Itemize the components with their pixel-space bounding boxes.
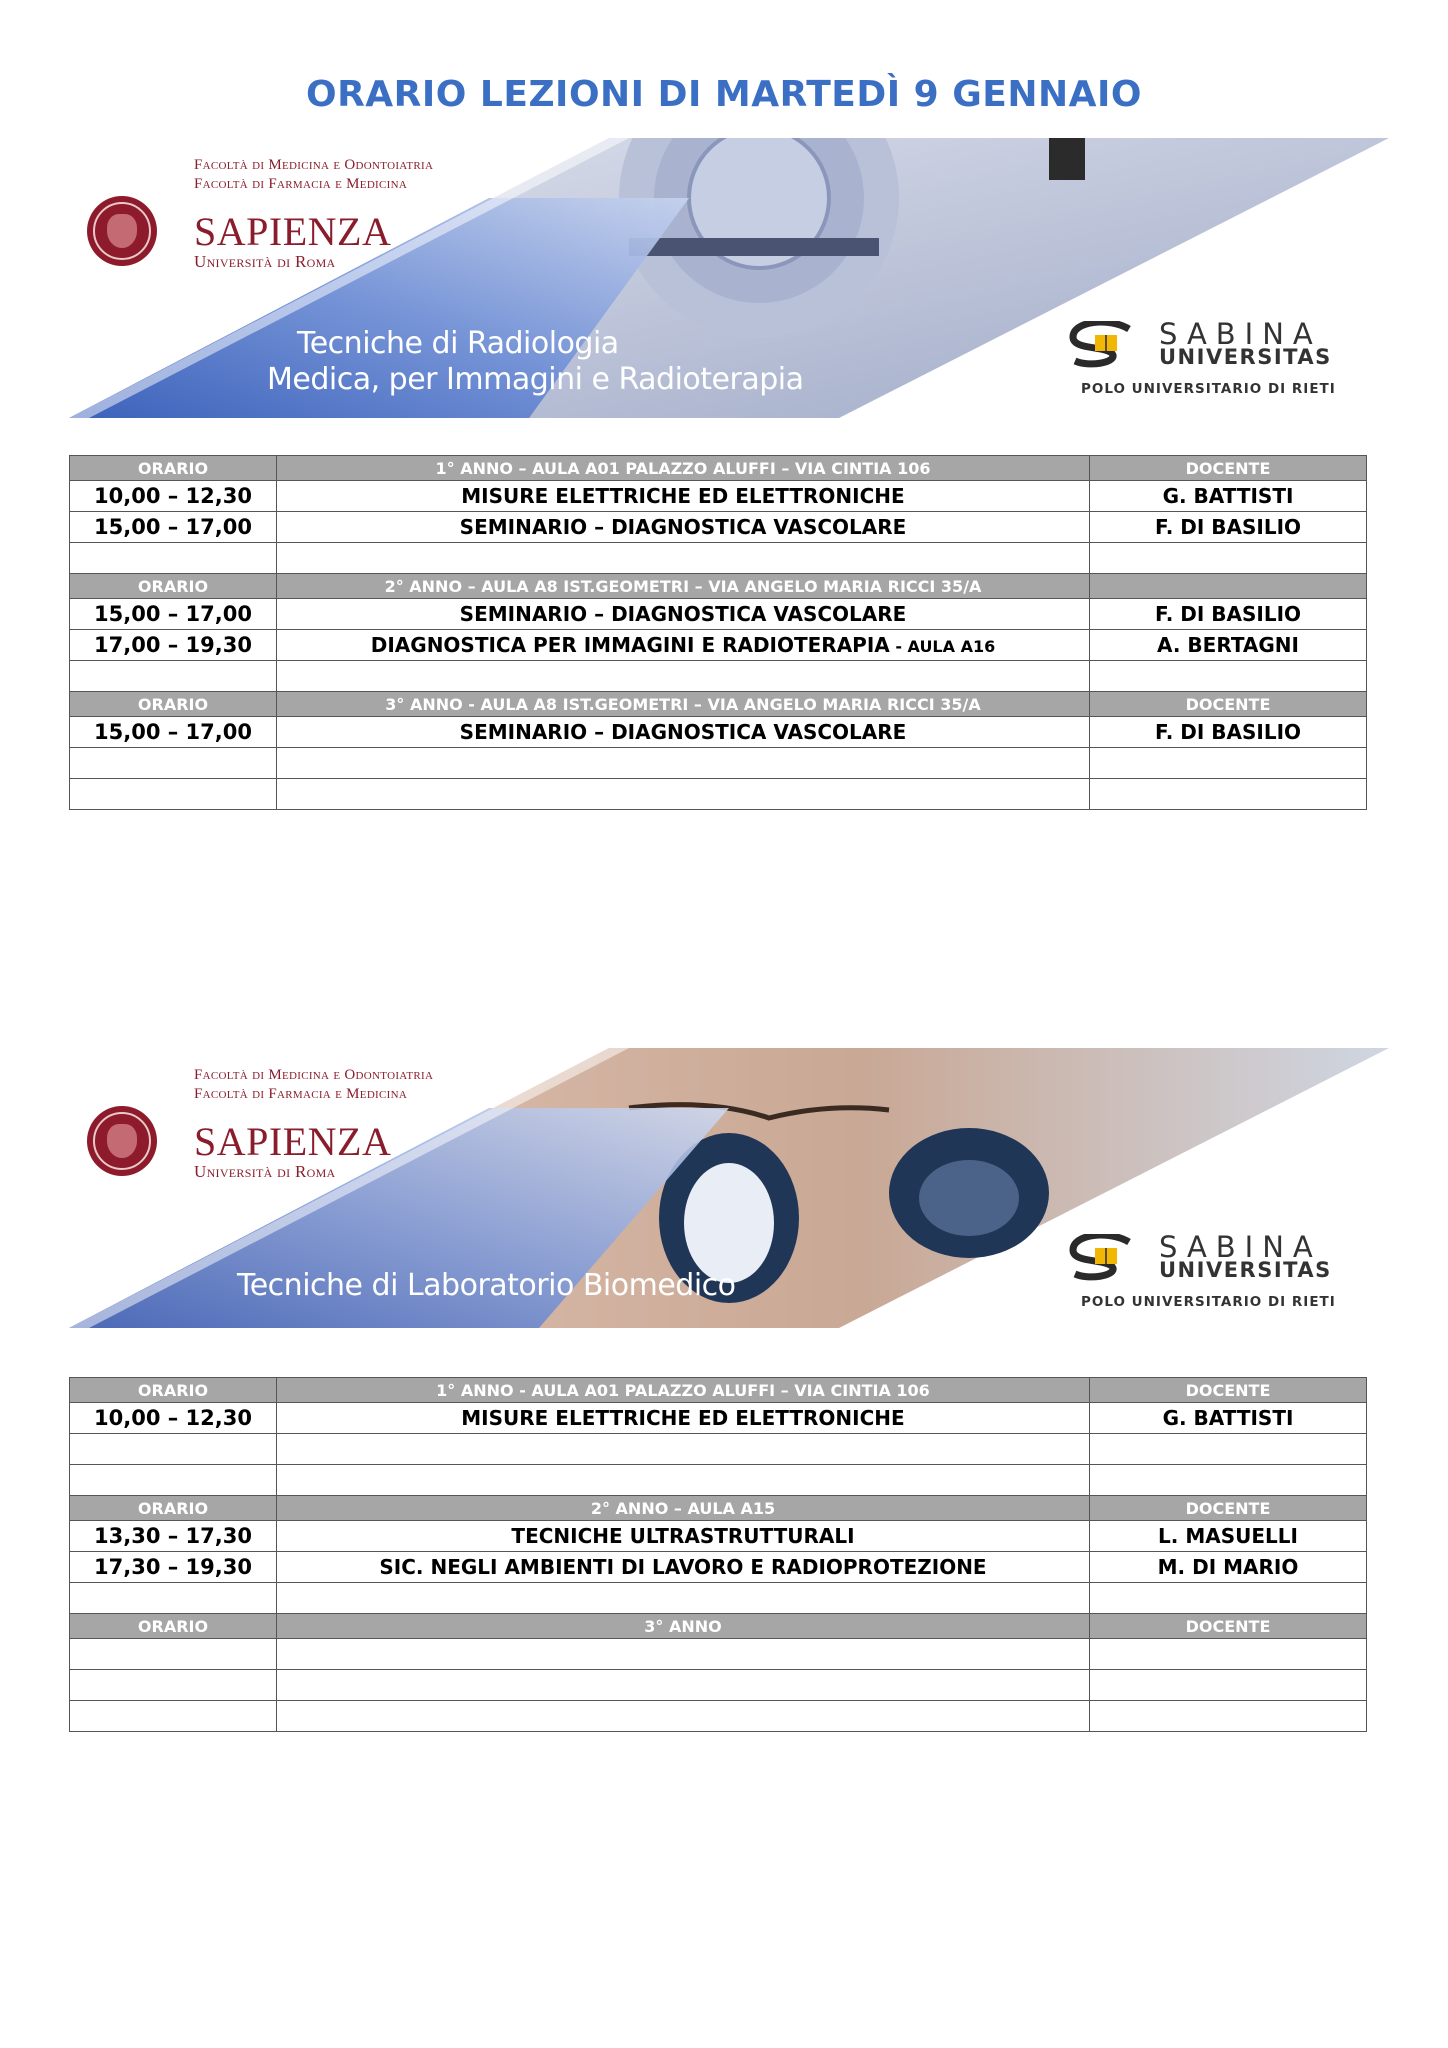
course-title-line-1: Tecniche di Laboratorio Biomedico (237, 1268, 736, 1303)
header-course: 1° ANNO - AULA A01 PALAZZO ALUFFI – VIA CINTIA 106 (277, 1378, 1090, 1403)
header-course: 2° ANNO – AULA A8 IST.GEOMETRI – VIA ANGELO MARIA RICCI 35/A (277, 574, 1090, 599)
table-row (70, 512, 1367, 543)
table-row (70, 630, 1367, 661)
table-header (70, 1614, 1367, 1639)
sabina-book-icon (1069, 1234, 1137, 1284)
table-row (70, 1403, 1367, 1434)
sapienza-logo (87, 156, 507, 286)
sapienza-name: SAPIENZA (194, 209, 392, 254)
table-row-empty (70, 748, 1367, 779)
row-teacher: M. DI MARIO (1090, 1552, 1367, 1583)
header-teacher: DOCENTE (1090, 692, 1367, 717)
header-course: 3° ANNO - AULA A8 IST.GEOMETRI – VIA ANGELO MARIA RICCI 35/A (277, 692, 1090, 717)
table-header (70, 574, 1367, 599)
table-header (70, 1496, 1367, 1521)
banner-radiologia (69, 138, 1389, 418)
row-teacher: L. MASUELLI (1090, 1521, 1367, 1552)
row-course: TECNICHE ULTRASTRUTTURALI (277, 1521, 1090, 1552)
faculty-line-2: Facoltà di Farmacia e Medicina (194, 1086, 408, 1102)
table-row (70, 599, 1367, 630)
sabina-book-icon (1069, 321, 1137, 371)
sabina-word-1: SABINA (1159, 317, 1322, 351)
course-title-laboratorio (237, 1268, 736, 1304)
table-row-empty (70, 1701, 1367, 1732)
table-row-empty (70, 1434, 1367, 1465)
page-title: ORARIO LEZIONI DI MARTEDÌ 9 GENNAIO (305, 74, 1143, 115)
row-time: 10,00 – 12,30 (70, 481, 277, 512)
row-teacher: F. DI BASILIO (1090, 599, 1367, 630)
table-row (70, 1521, 1367, 1552)
sabina-word-2: UNIVERSITAS (1159, 345, 1332, 369)
course-title-radiologia (267, 326, 803, 398)
table-row-empty (70, 1465, 1367, 1496)
sapienza-seal-icon (87, 1106, 157, 1176)
sabina-word-2: UNIVERSITAS (1159, 1258, 1332, 1282)
sabina-logo (1069, 1226, 1369, 1316)
faculty-line-1: Facoltà di Medicina e Odontoiatria (194, 1067, 434, 1083)
sabina-logo (1069, 313, 1369, 403)
row-course: MISURE ELETTRICHE ED ELETTRONICHE (277, 481, 1090, 512)
row-time: 15,00 – 17,00 (70, 717, 277, 748)
course-title-line-2: Medica, per Immagini e Radioterapia (267, 362, 804, 397)
header-teacher: DOCENTE (1090, 1614, 1367, 1639)
sapienza-seal-icon (87, 196, 157, 266)
header-teacher (1090, 574, 1367, 599)
sapienza-subtitle: Università di Roma (194, 1162, 336, 1181)
row-time: 13,30 – 17,30 (70, 1521, 277, 1552)
header-time: ORARIO (70, 1614, 277, 1639)
table-row-empty (70, 1583, 1367, 1614)
table-row (70, 1552, 1367, 1583)
header-course: 1° ANNO – AULA A01 PALAZZO ALUFFI – VIA CINTIA 106 (277, 456, 1090, 481)
table-row (70, 481, 1367, 512)
schedule-table-radiologia (69, 455, 1367, 810)
sabina-word-1: SABINA (1159, 1230, 1322, 1264)
sabina-polo: POLO UNIVERSITARIO DI RIETI (1081, 381, 1336, 397)
course-title-line-1: Tecniche di Radiologia (297, 326, 619, 361)
header-course: 3° ANNO (277, 1614, 1090, 1639)
faculty-line-1: Facoltà di Medicina e Odontoiatria (194, 157, 434, 173)
row-time: 17,00 – 19,30 (70, 630, 277, 661)
row-time: 15,00 – 17,00 (70, 512, 277, 543)
header-teacher: DOCENTE (1090, 456, 1367, 481)
row-course: SEMINARIO – DIAGNOSTICA VASCOLARE (277, 599, 1090, 630)
row-course: SIC. NEGLI AMBIENTI DI LAVORO E RADIOPROTEZIONE (277, 1552, 1090, 1583)
header-teacher: DOCENTE (1090, 1496, 1367, 1521)
row-course-name: DIAGNOSTICA PER IMMAGINI E RADIOTERAPIA (370, 633, 890, 657)
header-time: ORARIO (70, 456, 277, 481)
row-time: 15,00 – 17,00 (70, 599, 277, 630)
row-teacher: G. BATTISTI (1090, 481, 1367, 512)
row-course (277, 630, 1090, 661)
row-course: SEMINARIO – DIAGNOSTICA VASCOLARE (277, 512, 1090, 543)
header-time: ORARIO (70, 1378, 277, 1403)
table-header (70, 456, 1367, 481)
sapienza-subtitle: Università di Roma (194, 252, 336, 271)
row-teacher: F. DI BASILIO (1090, 717, 1367, 748)
table-row-empty (70, 543, 1367, 574)
row-teacher: G. BATTISTI (1090, 1403, 1367, 1434)
sapienza-name: SAPIENZA (194, 1119, 392, 1164)
sabina-polo: POLO UNIVERSITARIO DI RIETI (1081, 1294, 1336, 1310)
table-header (70, 692, 1367, 717)
header-teacher: DOCENTE (1090, 1378, 1367, 1403)
header-time: ORARIO (70, 574, 277, 599)
table-row (70, 717, 1367, 748)
table-row-empty (70, 779, 1367, 810)
row-course: MISURE ELETTRICHE ED ELETTRONICHE (277, 1403, 1090, 1434)
header-time: ORARIO (70, 1496, 277, 1521)
row-course: SEMINARIO – DIAGNOSTICA VASCOLARE (277, 717, 1090, 748)
row-time: 17,30 – 19,30 (70, 1552, 277, 1583)
banner-laboratorio (69, 1048, 1389, 1328)
row-teacher: A. BERTAGNI (1090, 630, 1367, 661)
sapienza-logo (87, 1066, 507, 1196)
faculty-line-2: Facoltà di Farmacia e Medicina (194, 176, 408, 192)
header-course: 2° ANNO – AULA A15 (277, 1496, 1090, 1521)
table-row-empty (70, 661, 1367, 692)
row-course-room: - AULA A16 (889, 637, 996, 656)
row-teacher: F. DI BASILIO (1090, 512, 1367, 543)
header-time: ORARIO (70, 692, 277, 717)
table-row-empty (70, 1639, 1367, 1670)
row-time: 10,00 – 12,30 (70, 1403, 277, 1434)
table-row-empty (70, 1670, 1367, 1701)
table-header (70, 1378, 1367, 1403)
schedule-table-laboratorio (69, 1377, 1367, 1732)
